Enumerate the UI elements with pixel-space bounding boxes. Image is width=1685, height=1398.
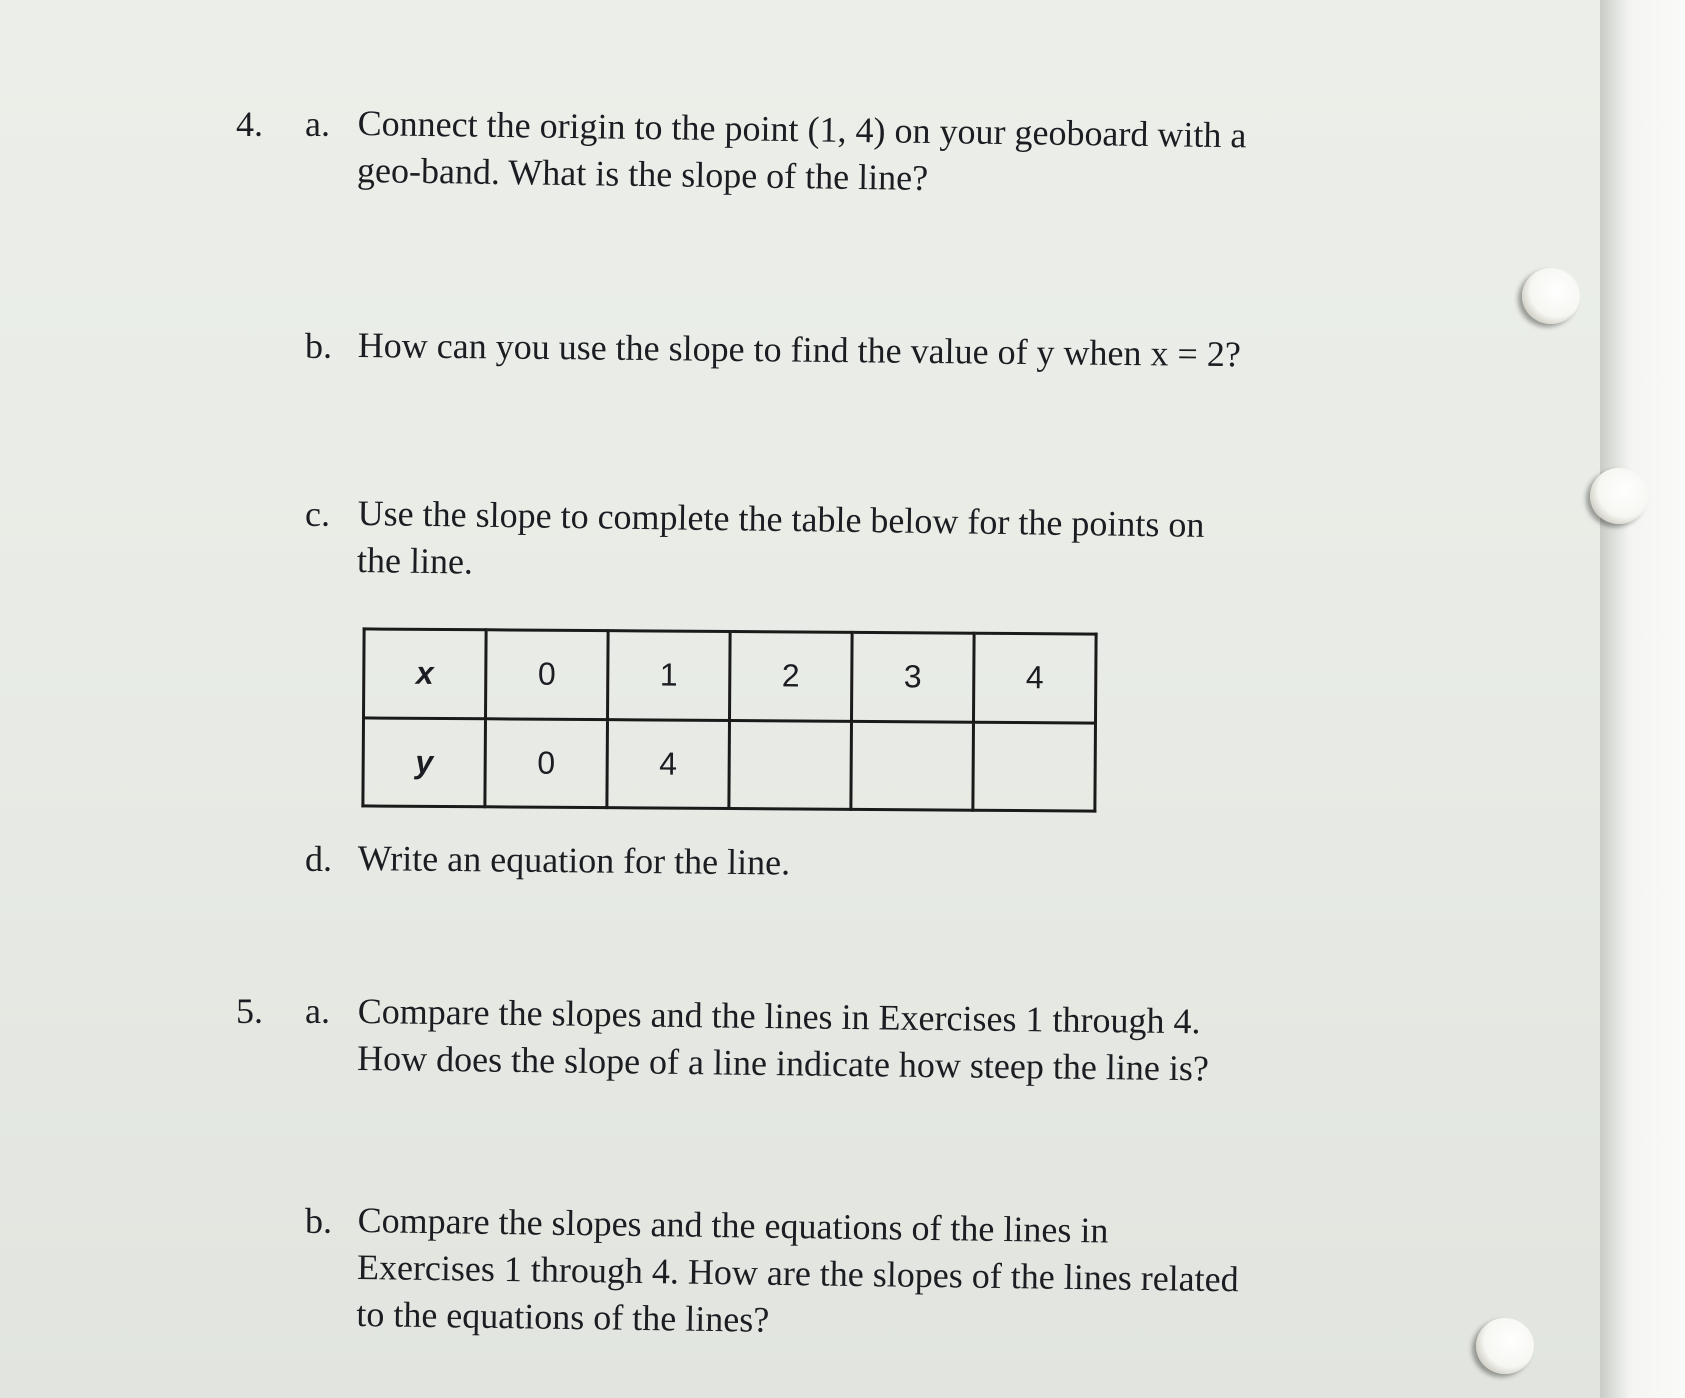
points-table — [361, 627, 1097, 812]
q4a-text — [357, 100, 1247, 206]
q4c-line-1: Use the slope to complete the table below for the points on — [357, 492, 1205, 545]
q4a-line-2: geo-band. What is the slope of the line? — [356, 149, 929, 198]
page-edge — [1600, 0, 1685, 1398]
table-row-y — [363, 717, 1096, 811]
table-cell: 1 — [607, 631, 730, 720]
q4b-text — [358, 322, 1242, 378]
q4d-line-1: Write an equation for the line. — [357, 837, 791, 883]
q5a-letter: a. — [305, 991, 330, 1031]
q4c-letter: c. — [305, 494, 330, 534]
q5b-line-3: to the equations of the lines? — [356, 1293, 770, 1340]
q5b-line-1: Compare the slopes and the equations of the lines in — [357, 1199, 1109, 1251]
table-cell: 2 — [729, 632, 852, 721]
table-cell: 4 — [607, 719, 730, 808]
table-cell-blank[interactable] — [851, 721, 974, 810]
table-cell-blank[interactable] — [729, 720, 852, 809]
question-4-number: 4. — [236, 104, 263, 144]
q4a-line-1: Connect the origin to the point (1, 4) on your geoboard with a — [357, 102, 1247, 156]
table-cell: 0 — [485, 718, 608, 807]
q4d-letter: d. — [305, 839, 332, 879]
table-header-y: y — [363, 717, 486, 806]
table-header-x: x — [364, 629, 487, 718]
q5b-letter: b. — [305, 1201, 332, 1241]
q4c-text — [357, 490, 1205, 596]
binder-hole-middle — [1590, 468, 1648, 524]
table-cell-blank[interactable] — [973, 722, 1096, 811]
q5a-text — [357, 988, 1210, 1092]
q4d-text — [358, 835, 791, 887]
q4c-line-2: the line. — [356, 539, 474, 582]
q4b-letter: b. — [305, 326, 332, 366]
table-row-x — [364, 629, 1097, 723]
question-5-number: 5. — [236, 991, 263, 1031]
binder-hole-top — [1522, 268, 1580, 324]
q4a-letter: a. — [305, 104, 330, 144]
table-cell: 3 — [851, 632, 974, 721]
q5a-line-1: Compare the slopes and the lines in Exercises 1 through 4. — [357, 990, 1201, 1042]
q4b-line-1: How can you use the slope to find the value of y when x = 2? — [357, 324, 1242, 375]
table-cell: 0 — [485, 630, 608, 719]
table-cell: 4 — [973, 633, 1096, 722]
binder-hole-bottom — [1476, 1318, 1534, 1374]
q5b-line-2: Exercises 1 through 4. How are the slopes of the lines related — [356, 1246, 1239, 1300]
q5a-line-2: How does the slope of a line indicate how steep the line is? — [356, 1037, 1210, 1089]
q5b-text — [356, 1197, 1240, 1350]
